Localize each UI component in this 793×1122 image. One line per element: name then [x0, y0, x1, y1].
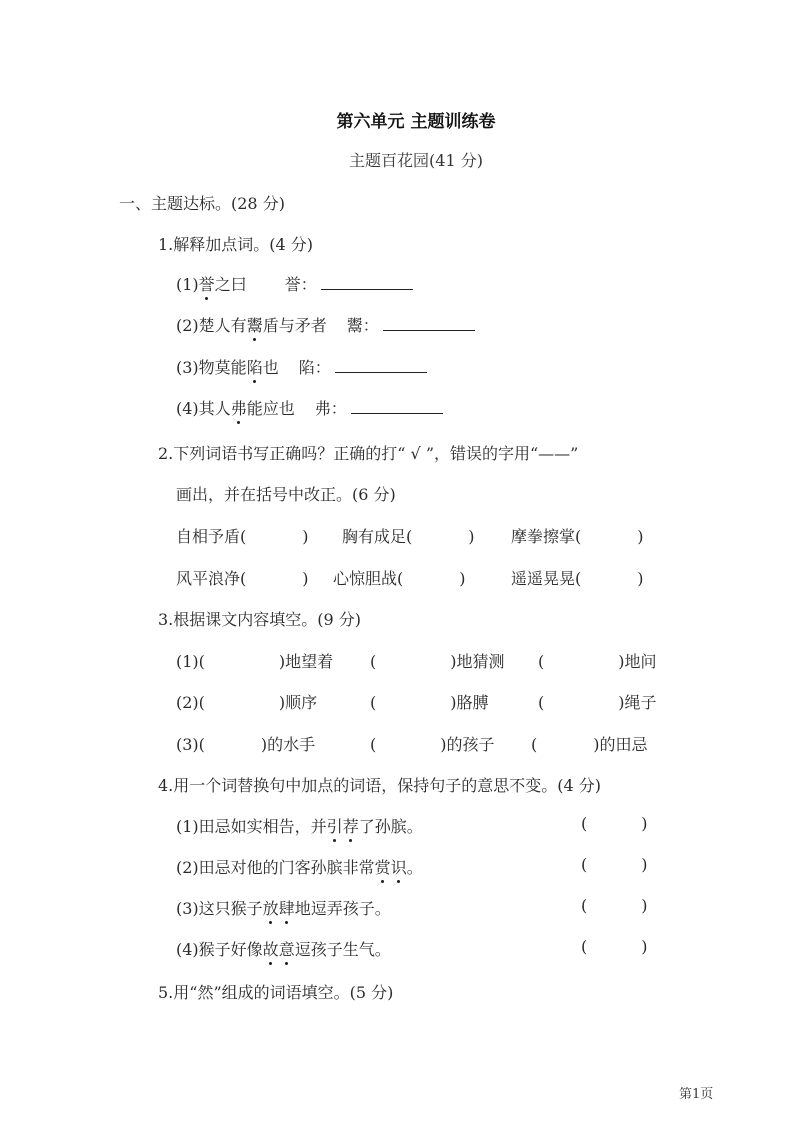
- q3-row-3-c: ( )的田忌: [531, 735, 648, 754]
- answer-blank[interactable]: [335, 356, 427, 373]
- q4-answer-1[interactable]: ( ): [581, 814, 648, 833]
- q3-row-2-b: ( )胳膊: [370, 693, 489, 712]
- q4-answer-2[interactable]: ( ): [581, 855, 648, 874]
- q2-word-4: 风平浪净( ): [176, 569, 309, 588]
- answer-blank[interactable]: [321, 273, 413, 290]
- q3-row-1-b: ( )地猜测: [370, 652, 505, 671]
- q3-row-2-c: ( )绳子: [538, 693, 657, 712]
- answer-blank[interactable]: [383, 314, 475, 331]
- q2-word-2: 胸有成足( ): [342, 527, 475, 546]
- q4-answer-4[interactable]: ( ): [581, 937, 648, 956]
- q1-item-1: (1)誉之曰 誉：: [176, 272, 413, 295]
- q3-row-2-a: (2)( )顺序: [176, 693, 318, 712]
- item-number: (1): [176, 275, 199, 294]
- question-2-prompt: 2.下列词语书写正确吗？正确的打“ √ ”，错误的字用“——”: [158, 444, 579, 463]
- dotted-char: 引: [327, 814, 343, 837]
- q1-item-2: (2)楚人有鬻盾与矛者 鬻：: [176, 313, 475, 336]
- item-label: 誉：: [284, 275, 317, 294]
- dotted-char: 故: [263, 937, 279, 960]
- q2-word-3: 摩拳擦掌( ): [511, 527, 644, 546]
- q4-item-3: (3)这只猴子放肆地逗弄孩子。: [176, 896, 391, 919]
- question-2-prompt-cont: 画出，并在括号中改正。(6 分): [176, 485, 396, 504]
- question-3-prompt: 3.根据课文内容填空。(9 分): [158, 610, 362, 629]
- dotted-char: 荐: [343, 814, 359, 837]
- question-1-prompt: 1.解释加点词。(4 分): [158, 235, 314, 254]
- dotted-char: 誉: [199, 272, 215, 295]
- question-4-prompt: 4.用一个词替换句中加点的词语，保持句子的意思不变。(4 分): [158, 776, 602, 795]
- dotted-char: 弗: [231, 396, 247, 419]
- q3-row-3-b: ( )的孩子: [370, 735, 495, 754]
- dotted-char: 鬻: [247, 313, 263, 336]
- q3-row-1-c: ( )地问: [538, 652, 657, 671]
- q4-item-2: (2)田忌对他的门客孙膑非常赏识。: [176, 855, 423, 878]
- dotted-char: 赏: [375, 855, 391, 878]
- q2-word-6: 遥遥晃晃( ): [511, 569, 644, 588]
- q4-answer-3[interactable]: ( ): [581, 896, 648, 915]
- q2-word-5: 心惊胆战( ): [333, 569, 466, 588]
- q2-word-1: 自相予盾( ): [176, 527, 309, 546]
- q3-row-3-a: (3)( )的水手: [176, 735, 316, 754]
- section-subtitle: 主题百花园(41 分): [349, 151, 483, 170]
- section-heading: 一、主题达标。(28 分): [119, 194, 285, 213]
- dotted-char: 陷: [247, 355, 263, 378]
- item-label: 陷：: [298, 358, 331, 377]
- dotted-char: 放: [263, 896, 279, 919]
- page-title: 第六单元 主题训练卷: [336, 112, 496, 132]
- dotted-char: 识: [391, 855, 407, 878]
- answer-blank[interactable]: [351, 397, 443, 414]
- item-label: 鬻：: [346, 316, 379, 335]
- q1-item-4: (4)其人弗能应也 弗：: [176, 396, 443, 419]
- q1-item-3: (3)物莫能陷也 陷：: [176, 355, 427, 378]
- q3-row-1-a: (1)( )地望着: [176, 652, 334, 671]
- q4-item-4: (4)猴子好像故意逗孩子生气。: [176, 937, 391, 960]
- item-label: 弗：: [314, 399, 347, 418]
- page-number: 第1页: [679, 1087, 714, 1102]
- dotted-char: 意: [279, 937, 295, 960]
- dotted-char: 肆: [279, 896, 295, 919]
- question-5-prompt: 5.用“然”组成的词语填空。(5 分): [158, 983, 394, 1002]
- q4-item-1: (1)田忌如实相告，并引荐了孙膑。: [176, 814, 423, 837]
